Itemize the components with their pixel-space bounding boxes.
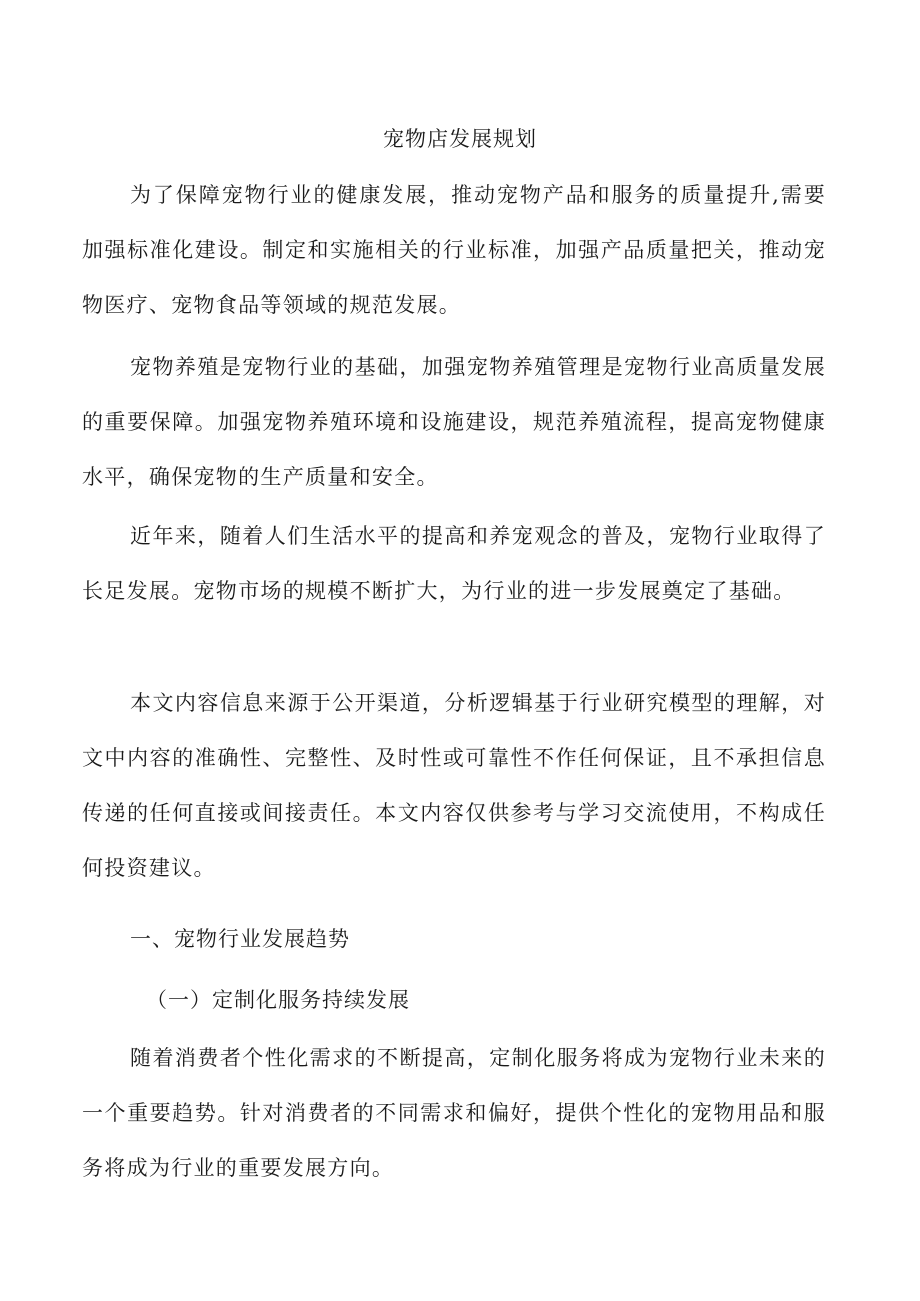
section-heading: 一、宠物行业发展趋势 (130, 927, 350, 951)
paragraph-customization: 随着消费者个性化需求的不断提高，定制化服务将成为宠物行业未来的一个重要趋势。针对消费者的不同需求和偏好，提供个性化的宠物用品和服务将成为行业的重要发展方向。 (82, 1046, 826, 1180)
subsection-heading: （一）定制化服务持续发展 (146, 988, 410, 1012)
paragraph-disclaimer: 本文内容信息来源于公开渠道，分析逻辑基于行业研究模型的理解，对文中内容的准确性、完整性、及时性或可靠性不作任何保证，且不承担信息传递的任何直接或间接责任。本文内容仅供参考与学习交流使用，不构成任何投资建议。 (82, 691, 826, 880)
paragraph-breeding: 宠物养殖是宠物行业的基础，加强宠物养殖管理是宠物行业高质量发展的重要保障。加强宠物养殖环境和设施建设，规范养殖流程，提高宠物健康水平，确保宠物的生产质量和安全。 (82, 355, 826, 489)
document-title: 宠物店发展规划 (383, 127, 537, 151)
paragraph-market-growth: 近年来，随着人们生活水平的提高和养宠观念的普及，宠物行业取得了长足发展。宠物市场的规模不断扩大，为行业的进一步发展奠定了基础。 (82, 524, 826, 603)
paragraph-standardization: 为了保障宠物行业的健康发展，推动宠物产品和服务的质量提升,需要加强标准化建设。制定和实施相关的行业标准，加强产品质量把关，推动宠物医疗、宠物食品等领域的规范发展。 (82, 183, 826, 317)
